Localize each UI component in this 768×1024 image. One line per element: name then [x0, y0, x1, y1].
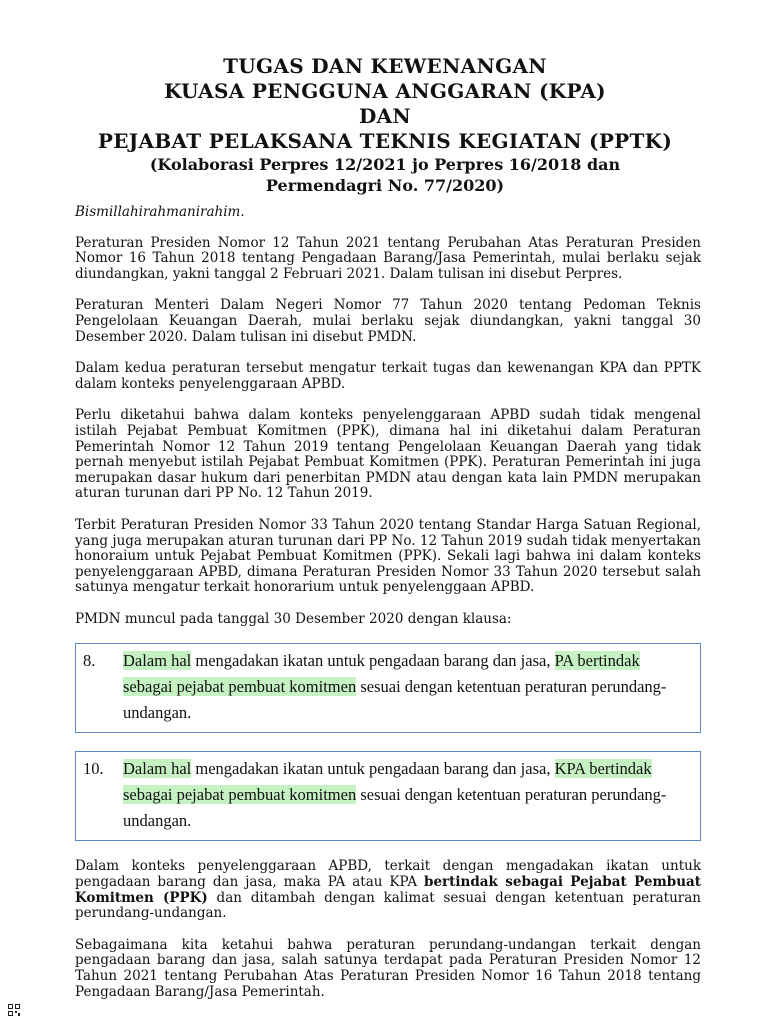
title-line-1: TUGAS DAN KEWENANGAN	[223, 54, 547, 78]
clause-number: 10.	[83, 759, 104, 779]
paragraph-perpres-33: Terbit Peraturan Presiden Nomor 33 Tahun 2020 tentang Standar Harga Satuan Regional, yang juga merupakan aturan turunan dari PP No. 12 Tahun 2019 sudah tidak menyertakan honoraium untuk Pejabat Pembuat Komitmen (PPK). Sekali lagi bahwa ini dalam konteks penyelenggaraan APBD, dimana Peraturan Presiden Nomor 33 Tahun 2020 tersebut salah satunya mengatur terkait honorarium untuk penyelenggaan APBD.	[75, 516, 701, 596]
bold-text: bertindak sebagai Pejabat Pembuat Komitmen (PPK)	[75, 874, 701, 906]
paragraph-text: Dalam konteks penyelenggaraan APBD, terkait dengan mengadakan ikatan untuk pengadaan barang dan jasa, maka PA atau KPA	[75, 858, 701, 891]
highlight-text: Dalam hal	[123, 651, 192, 671]
paragraph-conclusion: Sebagaimana kita ketahui bahwa peraturan perundang-undangan terkait dengan pengadaan barang dan jasa, salah satunya terdapat pada Peraturan Presiden Nomor 12 Tahun 2021 tentang Perubahan Atas Peraturan Presiden Nomor 16 Tahun 2018 tentang Pengadaan Barang/Jasa Pemerintah.	[75, 936, 701, 1000]
clause-middle-text: mengadakan ikatan untuk pengadaan barang dan jasa,	[191, 759, 555, 779]
highlight-text: PA bertindak sebagai pejabat pembuat komitmen	[123, 651, 640, 697]
qr-code-icon	[8, 1004, 20, 1016]
clause-end-text: sesuai dengan ketentuan peraturan perundang-undangan.	[123, 785, 667, 831]
clause-middle-text: mengadakan ikatan untuk pengadaan barang dan jasa,	[191, 651, 555, 671]
clause-text	[123, 756, 690, 834]
basmalah-text: Bismillahirahmanirahim.	[75, 204, 245, 220]
subtitle-line-1: (Kolaborasi Perpres 12/2021 jo Perpres 16/2018 dan	[149, 155, 621, 174]
document-body	[75, 205, 701, 1016]
paragraph-clause-intro: PMDN muncul pada tanggal 30 Desember 2020 dengan klausa:	[75, 610, 512, 627]
paragraph-apbd-ppk	[75, 859, 701, 921]
clause-end-text: sesuai dengan ketentuan peraturan perundang-undangan.	[123, 677, 667, 723]
clause-quote-10	[75, 751, 701, 841]
title-line-3: DAN	[358, 104, 412, 128]
highlight-text: Dalam hal	[123, 759, 192, 779]
clause-quote-8	[75, 643, 701, 733]
paragraph-text: dan ditambah dengan kalimat sesuai dengan ketentuan peraturan perundang-undangan.	[75, 889, 701, 922]
document-title	[60, 54, 710, 196]
subtitle-line-2: Permendagri No. 77/2020)	[265, 176, 505, 195]
paragraph-perpres: Peraturan Presiden Nomor 12 Tahun 2021 tentang Perubahan Atas Peraturan Presiden Nomor 16 Tahun 2018 tentang Pengadaan Barang/Jasa Pemerintah, mulai berlaku sejak diundangkan, yakni tanggal 2 Februari 2021. Dalam tulisan ini disebut Perpres.	[75, 234, 701, 282]
highlight-text: KPA bertindak sebagai pejabat pembuat komitmen	[123, 759, 652, 805]
clause-number: 8.	[83, 651, 96, 671]
title-line-2: KUASA PENGGUNA ANGGARAN (KPA)	[164, 79, 606, 103]
paragraph-pmdn: Peraturan Menteri Dalam Negeri Nomor 77 Tahun 2020 tentang Pedoman Teknis Pengelolaan Keuangan Daerah, mulai berlaku sejak diundangkan, yakni tanggal 30 Desember 2020. Dalam tulisan ini disebut PMDN.	[75, 297, 701, 345]
paragraph-ppk-context: Perlu diketahui bahwa dalam konteks penyelenggaraan APBD sudah tidak mengenal istilah Pejabat Pembuat Komitmen (PPK), dimana hal ini diketahui dalam Peraturan Pemerintah Nomor 12 Tahun 2019 tentang Pengelolaan Keuangan Daerah yang tidak pernah menyebut istilah Pejabat Pembuat Komitmen (PPK). Peraturan Pemerintah ini juga merupakan dasar hukum dari penerbitan PMDN atau dengan kata lain PMDN merupakan aturan turunan dari PP No. 12 Tahun 2019.	[75, 407, 701, 502]
title-line-4: PEJABAT PELAKSANA TEKNIS KEGIATAN (PPTK)	[97, 129, 673, 153]
paragraph-scope: Dalam kedua peraturan tersebut mengatur terkait tugas dan kewenangan KPA dan PPTK dalam konteks penyelenggaraan APBD.	[75, 360, 701, 392]
clause-text	[123, 648, 690, 726]
